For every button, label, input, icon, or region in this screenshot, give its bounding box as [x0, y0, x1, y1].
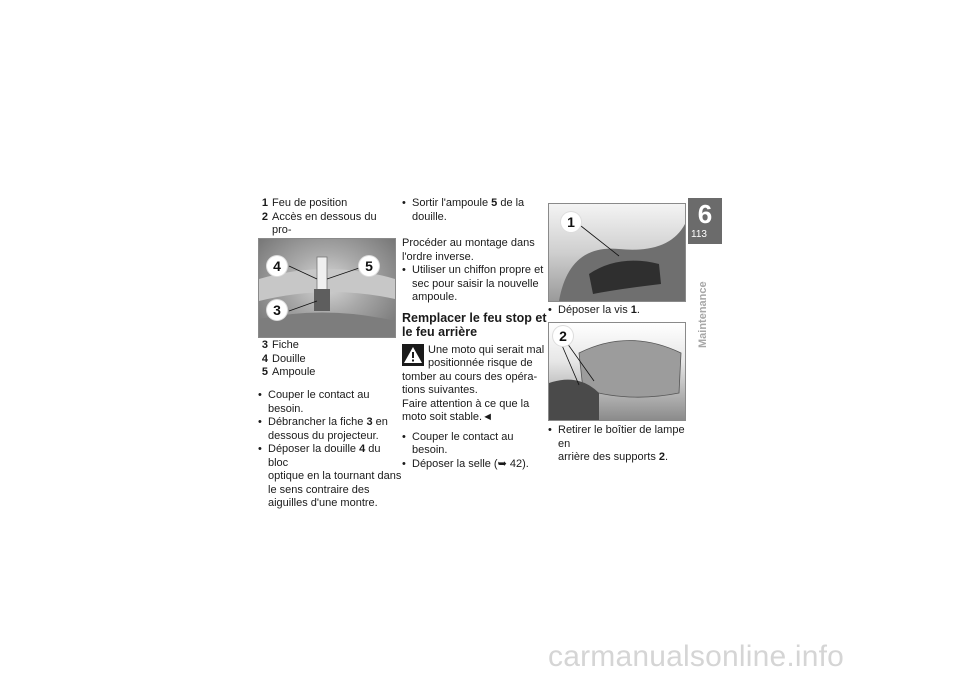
legend-number: 1 — [261, 197, 268, 209]
warning-line: Une moto qui serait mal — [428, 343, 545, 356]
headlight-illustration — [259, 239, 395, 337]
step-item — [402, 458, 547, 472]
heading-line: Remplacer le feu stop et — [402, 310, 547, 325]
legend-text: Accès en dessous du pro- — [272, 210, 377, 236]
step-continuation: optique en la tournant dans — [268, 470, 402, 482]
step-continuation: le sens contraire des — [268, 483, 370, 496]
step-item: • Utiliser un chiffon propre et — [402, 264, 547, 278]
ref-number: 4 — [359, 443, 366, 455]
page-number: 113 — [691, 229, 707, 240]
legend-number: 3 — [261, 339, 268, 351]
column-3-step-1 — [548, 304, 688, 318]
legend-row — [258, 197, 398, 211]
step-item: • Couper le contact au besoin. — [402, 431, 547, 458]
legend-row — [258, 339, 398, 353]
callout-4: 4 — [267, 256, 287, 276]
step-text: de la — [497, 197, 525, 209]
chapter-tab — [688, 198, 722, 244]
warning-line: tomber au cours des opéra- — [402, 370, 538, 383]
step-text: Sortir l'ampoule — [412, 197, 492, 209]
warning-block — [402, 344, 547, 425]
legend-row — [258, 211, 398, 238]
step-text: Déposer la vis — [558, 304, 631, 316]
ref-number: 3 — [366, 416, 373, 428]
step-item — [258, 416, 403, 430]
legend-number: 2 — [261, 210, 268, 223]
chapter-number: 6 — [697, 199, 713, 229]
callout-3: 3 — [267, 300, 287, 320]
legend-text: Douille — [272, 352, 306, 365]
step-text: 42). — [506, 457, 529, 470]
step-item — [258, 443, 403, 470]
callout-1: 1 — [561, 212, 581, 232]
ref-number: 1 — [630, 304, 637, 316]
column-1-steps — [258, 389, 403, 511]
lamp-housing-photo — [548, 322, 686, 421]
step-text: Déposer la selle ( — [412, 457, 498, 470]
warning-line: tions suivantes. — [402, 384, 478, 396]
arrow-icon: ➥ — [497, 457, 507, 470]
step-text: en — [372, 416, 388, 428]
step-item: • Couper le contact au besoin. — [258, 389, 403, 416]
column-2 — [402, 197, 547, 471]
ref-number: 5 — [491, 197, 498, 209]
step-continuation: dessous du projecteur. — [268, 429, 379, 442]
ref-number: 2 — [658, 451, 666, 463]
legend-row — [258, 366, 398, 380]
section-heading — [402, 311, 547, 339]
step-text: arrière des supports — [558, 451, 659, 463]
warning-icon — [402, 344, 424, 366]
warning-line: moto soit stable.◄ — [402, 411, 493, 423]
step-continuation: douille. — [412, 210, 447, 223]
legend-number: 5 — [261, 366, 268, 378]
legend-text: Feu de position — [272, 197, 348, 209]
legend-number: 4 — [261, 352, 268, 365]
step-text: . — [665, 451, 669, 463]
step-text: du bloc — [268, 443, 381, 469]
warning-line: positionnée risque de — [428, 357, 533, 369]
step-continuation: sec pour saisir la nouvelle — [412, 277, 539, 290]
step-text: Déposer la douille — [268, 443, 360, 455]
step-continuation: ampoule. — [412, 291, 458, 303]
reassembly-text: Procéder au montage dans — [402, 237, 535, 249]
legend-text: Fiche — [272, 339, 299, 351]
step-item — [548, 304, 688, 318]
callout-5: 5 — [359, 256, 379, 276]
callout-2: 2 — [553, 326, 573, 346]
heading-line: le feu arrière — [402, 324, 478, 339]
warning-line: Faire attention à ce que la — [402, 397, 530, 410]
section-name: Maintenance — [697, 281, 709, 348]
column-3-step-2 — [548, 424, 693, 465]
step-item — [402, 197, 547, 211]
step-continuation: aiguilles d'une montre. — [268, 497, 378, 509]
legend-text: Ampoule — [272, 366, 316, 378]
legend-bottom — [258, 339, 398, 380]
step-continuation — [548, 451, 693, 465]
step-text: Débrancher la fiche — [268, 416, 367, 428]
legend-row — [258, 353, 398, 367]
headlight-photo — [258, 238, 396, 338]
step-text: . — [636, 304, 640, 316]
watermark: carmanualsonline.info — [548, 640, 845, 673]
step-item: • Retirer le boîtier de lampe en — [548, 424, 693, 451]
reassembly-text: l'ordre inverse. — [402, 250, 474, 263]
rear-seat-photo — [548, 203, 686, 302]
